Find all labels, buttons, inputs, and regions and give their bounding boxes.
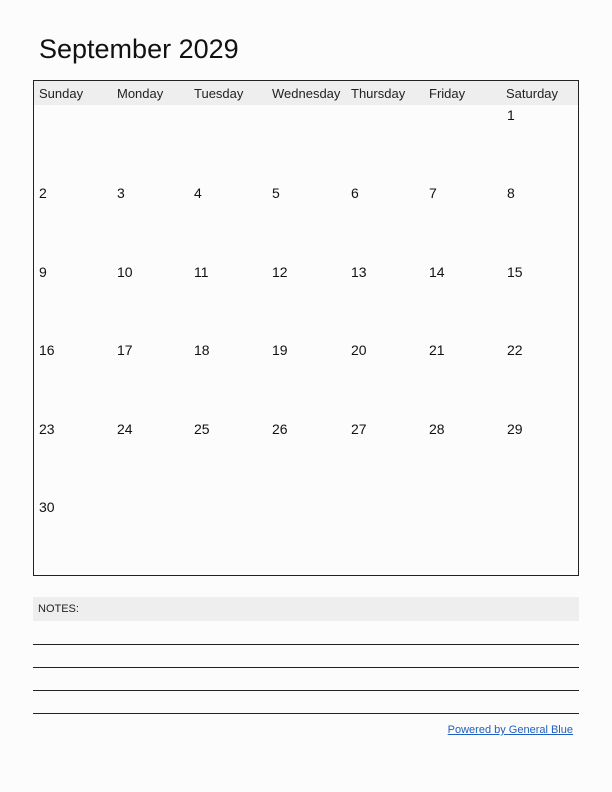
day-cell: 22 [507, 342, 523, 358]
day-cell: 23 [39, 421, 55, 437]
day-cell: 30 [39, 499, 55, 515]
day-cell: 14 [429, 264, 445, 280]
day-cell: 20 [351, 342, 367, 358]
day-cell: 17 [117, 342, 133, 358]
day-cell: 26 [272, 421, 288, 437]
day-cell: 7 [429, 185, 437, 201]
note-line [33, 713, 579, 714]
day-cell: 27 [351, 421, 367, 437]
powered-by-link[interactable]: Powered by General Blue [447, 724, 573, 736]
day-cell: 21 [429, 342, 445, 358]
weekday-wednesday: Wednesday [272, 86, 341, 101]
day-cell: 12 [272, 264, 288, 280]
weekday-thursday: Thursday [351, 86, 406, 101]
day-cell: 4 [194, 185, 202, 201]
day-cell: 1 [507, 107, 515, 123]
weekday-saturday: Saturday [506, 86, 559, 101]
notes-label: NOTES: [38, 603, 79, 615]
day-cell: 24 [117, 421, 133, 437]
day-cell: 10 [117, 264, 133, 280]
day-cell: 2 [39, 185, 47, 201]
day-cell: 16 [39, 342, 55, 358]
day-cell: 28 [429, 421, 445, 437]
weekday-monday: Monday [117, 86, 164, 101]
day-cell: 25 [194, 421, 210, 437]
day-cell: 13 [351, 264, 367, 280]
weekday-tuesday: Tuesday [194, 86, 244, 101]
weekday-sunday: Sunday [39, 86, 84, 101]
day-cell: 15 [507, 264, 523, 280]
day-cell: 18 [194, 342, 210, 358]
day-cell: 9 [39, 264, 47, 280]
day-cell: 3 [117, 185, 125, 201]
day-cell: 29 [507, 421, 523, 437]
day-cell: 6 [351, 185, 359, 201]
note-line [33, 690, 579, 691]
note-line [33, 644, 579, 645]
notes-header [33, 597, 579, 621]
note-line [33, 667, 579, 668]
weekday-friday: Friday [429, 86, 466, 101]
day-cell: 19 [272, 342, 288, 358]
calendar-grid [33, 80, 579, 576]
day-cell: 11 [194, 264, 209, 280]
weekday-header-row [34, 81, 578, 105]
day-cell: 8 [507, 185, 515, 201]
page-title: September 2029 [39, 34, 239, 64]
day-cell: 5 [272, 185, 280, 201]
